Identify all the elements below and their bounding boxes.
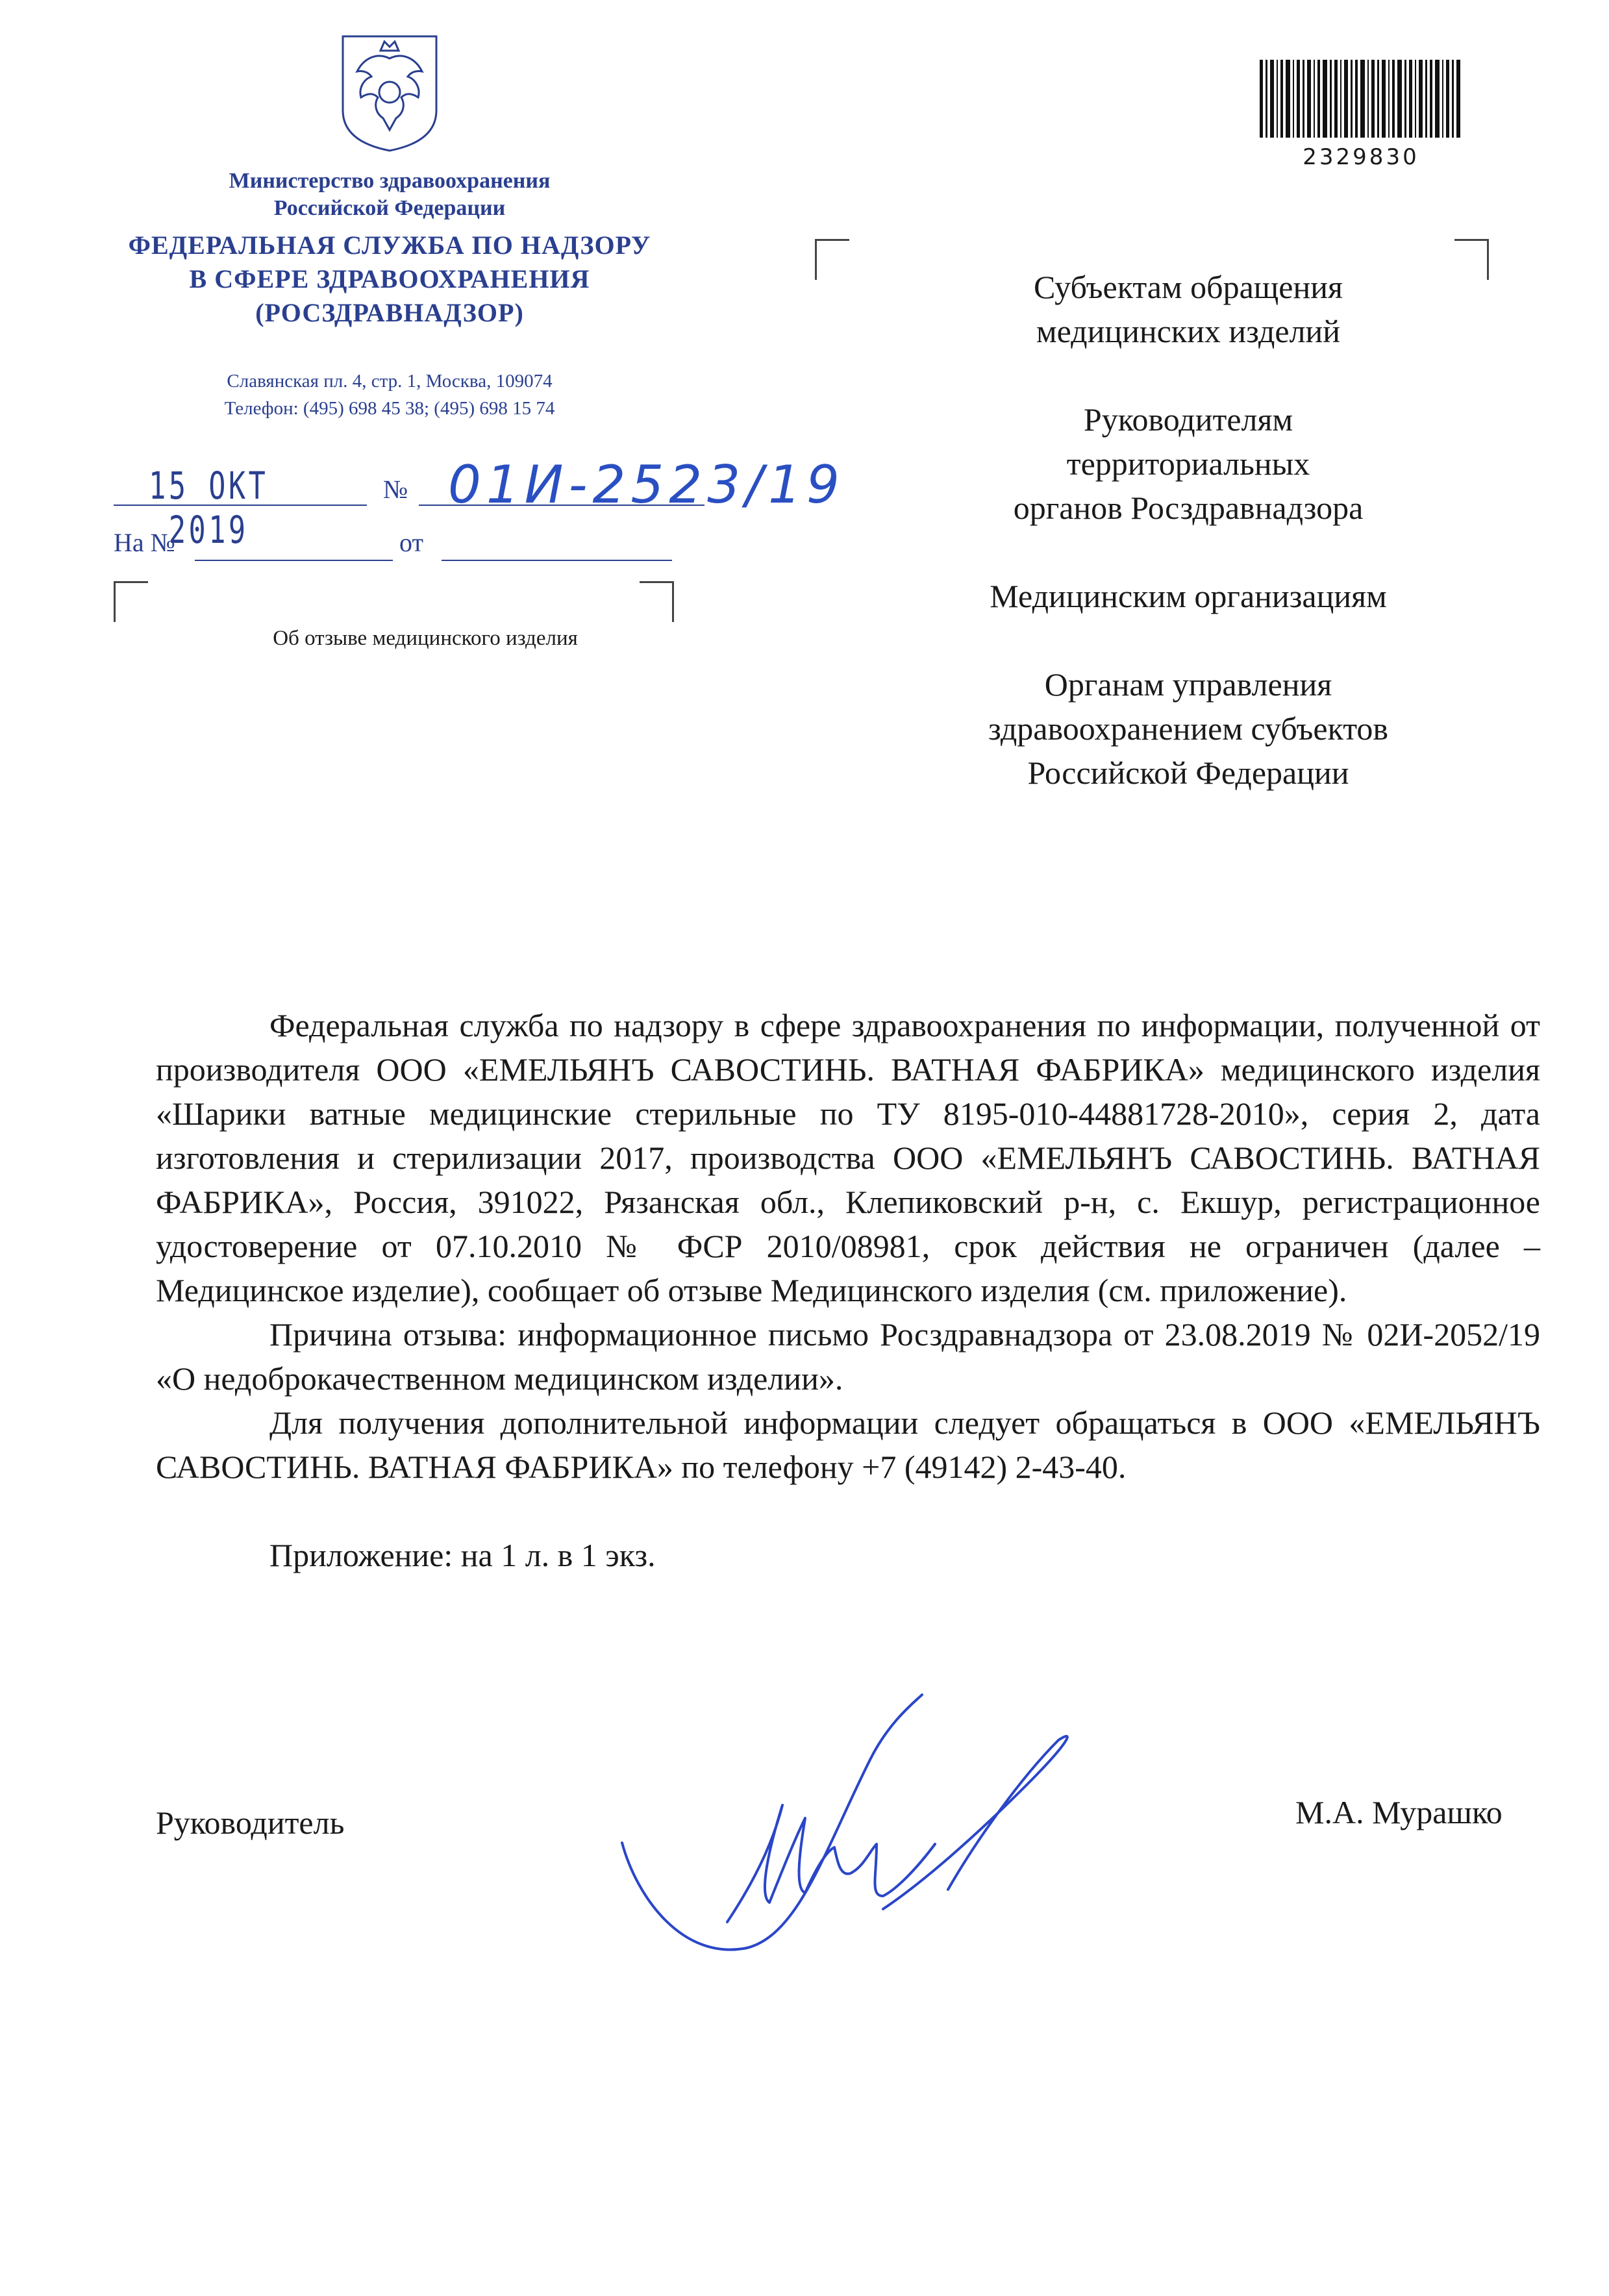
letter-subject: Об отзыве медицинского изделия (273, 627, 578, 650)
barcode (1260, 60, 1462, 138)
reference-number-label: На № (114, 528, 175, 557)
registration-number: 01И-2523/19 (448, 455, 845, 515)
registration-number-line (419, 505, 705, 506)
registration-number-label: № (383, 475, 408, 504)
service-address: Славянская пл. 4, стр. 1, Москва, 109074 Телефон: (495) 698 45 38; (495) 698 15 74 (224, 371, 555, 419)
registration-date-line (114, 505, 367, 506)
attachment-note: Приложение: на 1 л. в 1 экз. (269, 1537, 656, 1573)
body-paragraph-2: Причина отзыва: информационное письмо Росздравнадзора от 23.08.2019 № 02И-2052/19 «О недоброкачественном медицинском изделии». (156, 1316, 1540, 1397)
service-name: ФЕДЕРАЛЬНАЯ СЛУЖБА ПО НАДЗОРУ В СФЕРЕ ЗДРАВООХРАНЕНИЯ (РОСЗДРАВНАДЗОР) (128, 231, 651, 327)
subject-bracket-left (114, 581, 148, 622)
letter-body (156, 1003, 1540, 1577)
body-paragraph-3: Для получения дополнительной информации следует обращаться в ООО «ЕМЕЛЬЯНЪ САВОСТИНЬ. ВАТНАЯ ФАБРИКА» по телефону +7 (49142) 2-43-40. (156, 1404, 1540, 1485)
barcode-number: 2329830 (1303, 144, 1419, 170)
recipient-4: Органам управления здравоохранением субъектов Российской Федерации (988, 666, 1389, 791)
recipient-1: Субъектам обращения медицинских изделий (1034, 269, 1343, 349)
recipient-2: Руководителям территориальных органов Росздравнадзора (1013, 401, 1364, 526)
coat-of-arms-icon (338, 32, 442, 153)
reference-from-label: от (399, 528, 423, 557)
reference-row (114, 527, 423, 558)
reference-date-line (442, 560, 672, 561)
registration-date-stamp: 15 ОКТ 2019 (149, 464, 269, 552)
signatory-title: Руководитель (156, 1804, 345, 1841)
handwritten-signature (610, 1688, 1091, 1980)
recipients-block (896, 265, 1480, 795)
signatory-name: М.А. Мурашко (1295, 1794, 1503, 1830)
reference-number-line (195, 560, 393, 561)
ministry-name: Министерство здравоохранения Российской Федерации (229, 169, 551, 220)
body-paragraph-1: Федеральная служба по надзору в сфере здравоохранения по информации, полученной от производителя ООО «ЕМЕЛЬЯНЪ САВОСТИНЬ. ВАТНАЯ ФАБРИКА» медицинского изделия «Шарики ватные медицинские стерильные по ТУ 8195-010-44881728-2010», серия 2, дата изготовления и стерилизации 2017, производства ООО «ЕМЕЛЬЯНЪ САВОСТИНЬ. ВАТНАЯ ФАБРИКА», Россия, 391022, Рязанская обл., Клепиковский р-н, с. Екшур, регистрационное удостоверение от 07.10.2010 № ФСР 2010/08981, срок действия не ограничен (далее – Медицинское изделие), сообщает об отзыве Медицинского изделия (см. приложение). (156, 1007, 1540, 1308)
subject-bracket-right (640, 581, 674, 622)
recipient-bracket-left (815, 239, 849, 280)
recipient-3: Медицинским организациям (990, 578, 1387, 614)
